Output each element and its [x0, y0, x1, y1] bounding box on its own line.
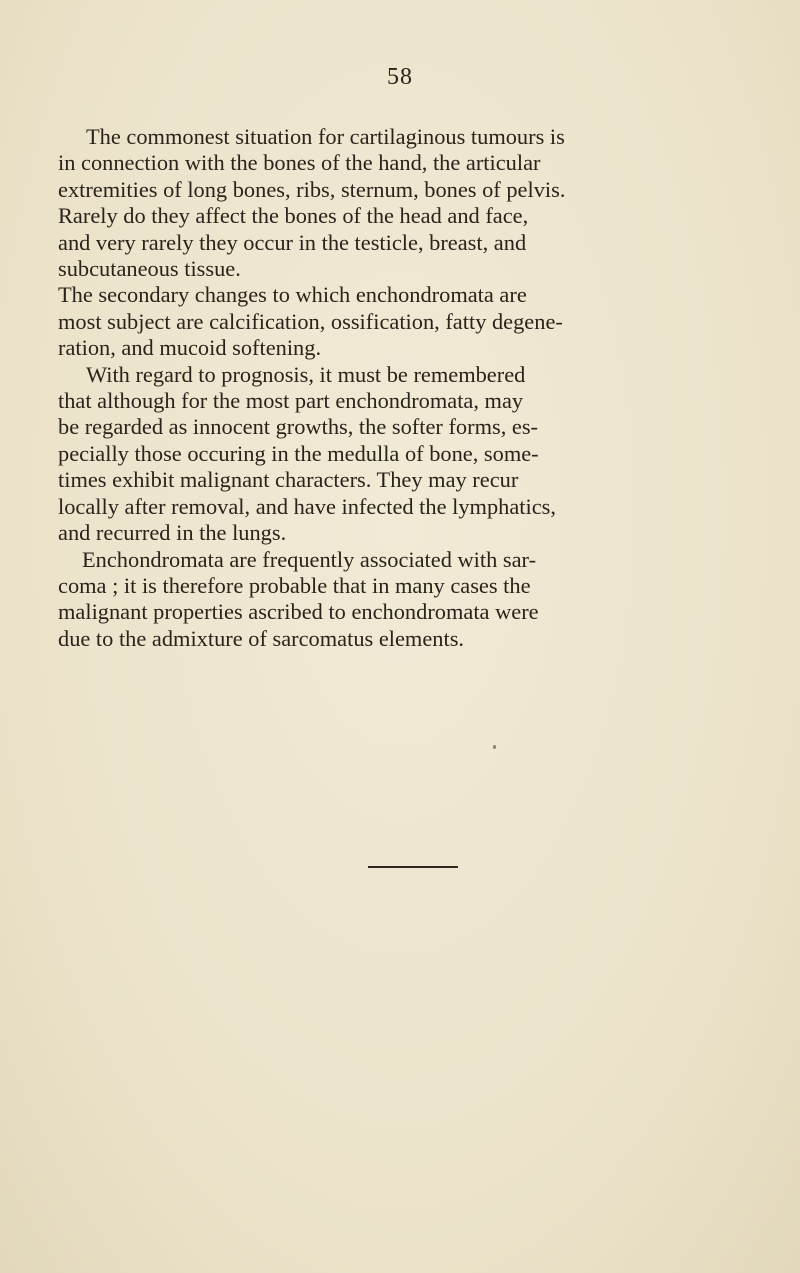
text-line: With regard to prognosis, it must be remembered	[86, 361, 526, 387]
text-line: The commonest situation for cartilaginous tumours is	[86, 124, 565, 149]
text-line: Enchondromata are frequently associated with sar-	[82, 546, 537, 572]
text-line: and recurred in the lungs.	[58, 520, 287, 546]
body-text	[58, 124, 758, 652]
text-line: locally after removal, and have infected the lymphatics,	[58, 493, 556, 519]
text-line: subcutaneous tissue.	[58, 256, 241, 282]
text-line: in connection with the bones of the hand, the articular	[58, 150, 541, 176]
text-line: The secondary changes to which enchondromata are	[58, 282, 527, 308]
text-line: due to the admixture of sarcomatus elements.	[58, 625, 465, 651]
text-line: pecially those occuring in the medulla of bone, some-	[58, 440, 539, 466]
text-line: ration, and mucoid softening.	[58, 335, 322, 361]
text-line: extremities of long bones, ribs, sternum, bones of pelvis.	[58, 176, 566, 202]
text-line: and very rarely they occur in the testicle, breast, and	[58, 229, 527, 255]
text-line: Rarely do they affect the bones of the head and face,	[58, 203, 529, 229]
text-line: malignant properties ascribed to enchondromata were	[58, 599, 539, 625]
text-line: most subject are calcification, ossification, fatty degene-	[58, 308, 563, 334]
text-line: times exhibit malignant characters. They may recur	[58, 467, 519, 493]
text-line: be regarded as innocent growths, the softer forms, es-	[58, 414, 538, 440]
page-number: 58	[387, 64, 413, 90]
section-rule	[368, 866, 458, 868]
text-line: that although for the most part enchondromata, may	[58, 388, 524, 414]
text-line: coma ; it is therefore probable that in many cases the	[58, 572, 531, 598]
ink-speck	[493, 745, 496, 749]
